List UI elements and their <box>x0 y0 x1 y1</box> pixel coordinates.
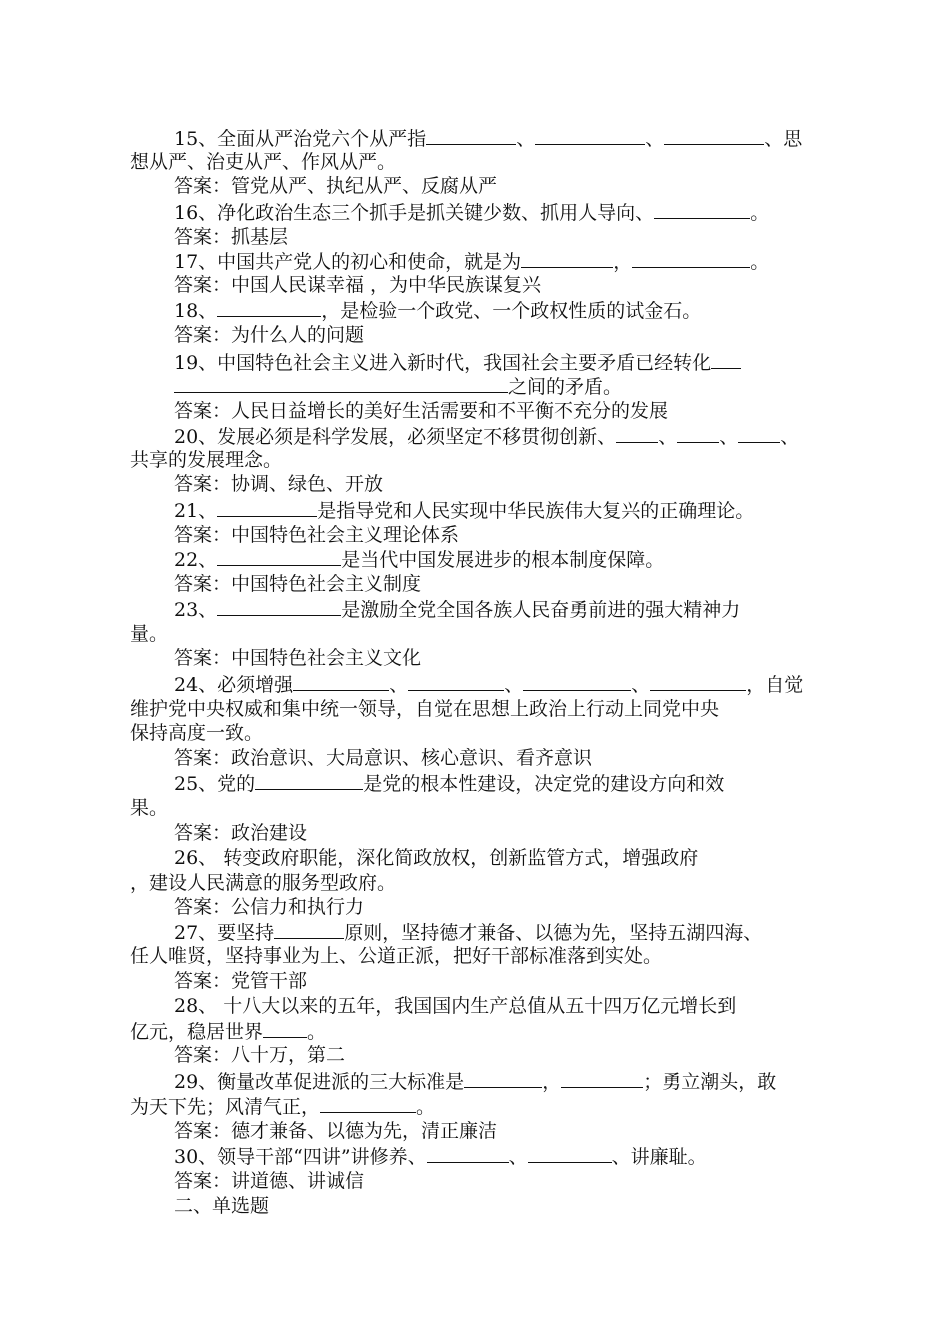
question-24-cont: 维护党中央权威和集中统一领导，自觉在思想上政治上行动上同党中央 <box>130 698 720 720</box>
blank <box>408 672 504 691</box>
question-20-cont: 共享的发展理念。 <box>130 449 283 471</box>
question-27 <box>174 920 762 944</box>
blank <box>528 1144 612 1163</box>
question-text: 29、衡量改革促进派的三大标准是 <box>174 1071 465 1093</box>
separator: 、 <box>631 674 651 696</box>
question-text: 、讲廉耻。 <box>611 1146 707 1168</box>
answer-24: 答案：政治意识、大局意识、核心意识、看齐意识 <box>174 747 593 769</box>
question-30 <box>174 1144 707 1168</box>
question-text: 是激励全党全国各族人民奋勇前进的强大精神力 <box>341 599 741 621</box>
question-text: 20、发展必须是科学发展，必须坚定不移贯彻创新、 <box>174 426 617 448</box>
question-text: 、思 <box>764 128 803 150</box>
blank <box>616 424 658 443</box>
question-26: 26、 转变政府职能，深化简政放权，创新监管方式，增强政府 <box>174 847 699 869</box>
blank <box>217 298 321 317</box>
question-15 <box>174 126 802 150</box>
separator: 、 <box>389 674 409 696</box>
answer-18: 答案：为什么人的问题 <box>174 324 365 346</box>
blank <box>650 672 746 691</box>
question-text: 23、 <box>174 599 218 621</box>
separator: 、 <box>645 128 665 150</box>
question-25 <box>174 771 724 795</box>
answer-30: 答案：讲道德、讲诚信 <box>174 1170 365 1192</box>
separator: 、 <box>516 128 536 150</box>
question-29 <box>174 1069 776 1093</box>
blank <box>632 249 750 268</box>
blank <box>293 672 389 691</box>
question-text: 30、领导干部“四讲”讲修养、 <box>174 1146 427 1168</box>
answer-20: 答案：协调、绿色、开放 <box>174 473 384 495</box>
section-heading: 二、单选题 <box>174 1195 270 1217</box>
question-text: 。 <box>307 1021 327 1043</box>
question-28-cont <box>130 1019 326 1043</box>
question-text: 21、 <box>174 500 218 522</box>
answer-26: 答案：公信力和执行力 <box>174 896 365 918</box>
blank <box>320 1094 416 1113</box>
blank <box>664 126 764 145</box>
blank <box>535 126 645 145</box>
answer-22: 答案：中国特色社会主义制度 <box>174 573 422 595</box>
separator: 、 <box>504 674 524 696</box>
blank <box>426 126 516 145</box>
separator: 、 <box>508 1146 528 1168</box>
question-text: 。 <box>750 251 770 273</box>
answer-19: 答案：人民日益增长的美好生活需要和不平衡不充分的发展 <box>174 400 669 422</box>
question-23-cont: 量。 <box>130 623 169 645</box>
question-27-cont: 任人唯贤，坚持事业为上、公道正派，把好干部标准落到实处。 <box>130 945 663 967</box>
question-text: 。 <box>750 202 770 224</box>
question-text: 19、中国特色社会主义进入新时代，我国社会主要矛盾已经转化 <box>174 352 712 374</box>
question-text: 是当代中国发展进步的根本制度保障。 <box>341 549 665 571</box>
question-17 <box>174 249 769 273</box>
blank <box>217 547 341 566</box>
answer-29: 答案：德才兼备、以德为先，清正廉洁 <box>174 1120 498 1142</box>
question-text: 原则，坚持德才兼备、以德为先，坚持五湖四海、 <box>344 922 763 944</box>
question-text: 亿元，稳居世界 <box>130 1021 264 1043</box>
question-29-cont <box>130 1094 435 1118</box>
answer-28: 答案：八十万，第二 <box>174 1044 346 1066</box>
question-text: 是指导党和人民实现中华民族伟大复兴的正确理论。 <box>317 500 755 522</box>
question-22 <box>174 547 664 571</box>
question-text: 18、 <box>174 300 218 322</box>
question-text: 25、党的 <box>174 773 256 795</box>
question-26-cont: ，建设人民满意的服务型政府。 <box>130 872 397 894</box>
blank <box>263 1019 307 1038</box>
answer-23: 答案：中国特色社会主义文化 <box>174 647 422 669</box>
blank <box>521 249 613 268</box>
question-text: 。 <box>416 1096 436 1118</box>
blank <box>427 1144 509 1163</box>
blank <box>677 424 719 443</box>
question-text: 17、中国共产党人的初心和使命，就是为 <box>174 251 522 273</box>
question-text: 为天下先；风清气正， <box>130 1096 321 1118</box>
question-text: 22、 <box>174 549 218 571</box>
question-20 <box>174 424 799 448</box>
answer-27: 答案：党管干部 <box>174 970 308 992</box>
blank <box>217 597 341 616</box>
question-text: ，自觉 <box>746 674 804 696</box>
blank <box>217 498 317 517</box>
answer-21: 答案：中国特色社会主义理论体系 <box>174 524 460 546</box>
blank <box>654 200 750 219</box>
blank <box>523 672 631 691</box>
answer-17: 答案：中国人民谋幸福 ，为中华民族谋复兴 <box>174 274 542 296</box>
separator: 、 <box>780 426 800 448</box>
blank <box>255 771 363 790</box>
question-28: 28、 十八大以来的五年，我国国内生产总值从五十四万亿元增长到 <box>174 995 737 1017</box>
question-19 <box>174 350 741 374</box>
blank <box>738 424 780 443</box>
blank <box>274 920 344 939</box>
question-text: 之间的矛盾。 <box>508 376 623 398</box>
question-text: 27、要坚持 <box>174 922 275 944</box>
separator: ， <box>542 1071 562 1093</box>
blank <box>711 350 741 369</box>
question-text: 24、必须增强 <box>174 674 294 696</box>
separator: 、 <box>658 426 678 448</box>
question-24 <box>174 672 803 696</box>
blank <box>464 1069 542 1088</box>
answer-16: 答案：抓基层 <box>174 226 289 248</box>
question-text: ；勇立潮头，敢 <box>643 1071 777 1093</box>
answer-15: 答案：管党从严、执纪从严、反腐从严 <box>174 175 498 197</box>
question-19-cont <box>174 374 622 398</box>
question-text: 15、全面从严治党六个从严指 <box>174 128 427 150</box>
question-16 <box>174 200 769 224</box>
question-25-cont: 果。 <box>130 797 169 819</box>
blank <box>561 1069 643 1088</box>
question-15-cont: 想从严、治吏从严、作风从严。 <box>130 151 397 173</box>
question-text: ，是检验一个政党、一个政权性质的试金石。 <box>321 300 702 322</box>
blank <box>174 374 508 393</box>
separator: 、 <box>719 426 739 448</box>
question-21 <box>174 498 754 522</box>
question-text: 16、净化政治生态三个抓手是抓关键少数、抓用人导向、 <box>174 202 655 224</box>
question-23 <box>174 597 740 621</box>
separator: ， <box>613 251 633 273</box>
question-text: 是党的根本性建设，决定党的建设方向和效 <box>363 773 725 795</box>
question-18 <box>174 298 701 322</box>
question-24-cont: 保持高度一致。 <box>130 722 264 744</box>
answer-25: 答案：政治建设 <box>174 822 308 844</box>
